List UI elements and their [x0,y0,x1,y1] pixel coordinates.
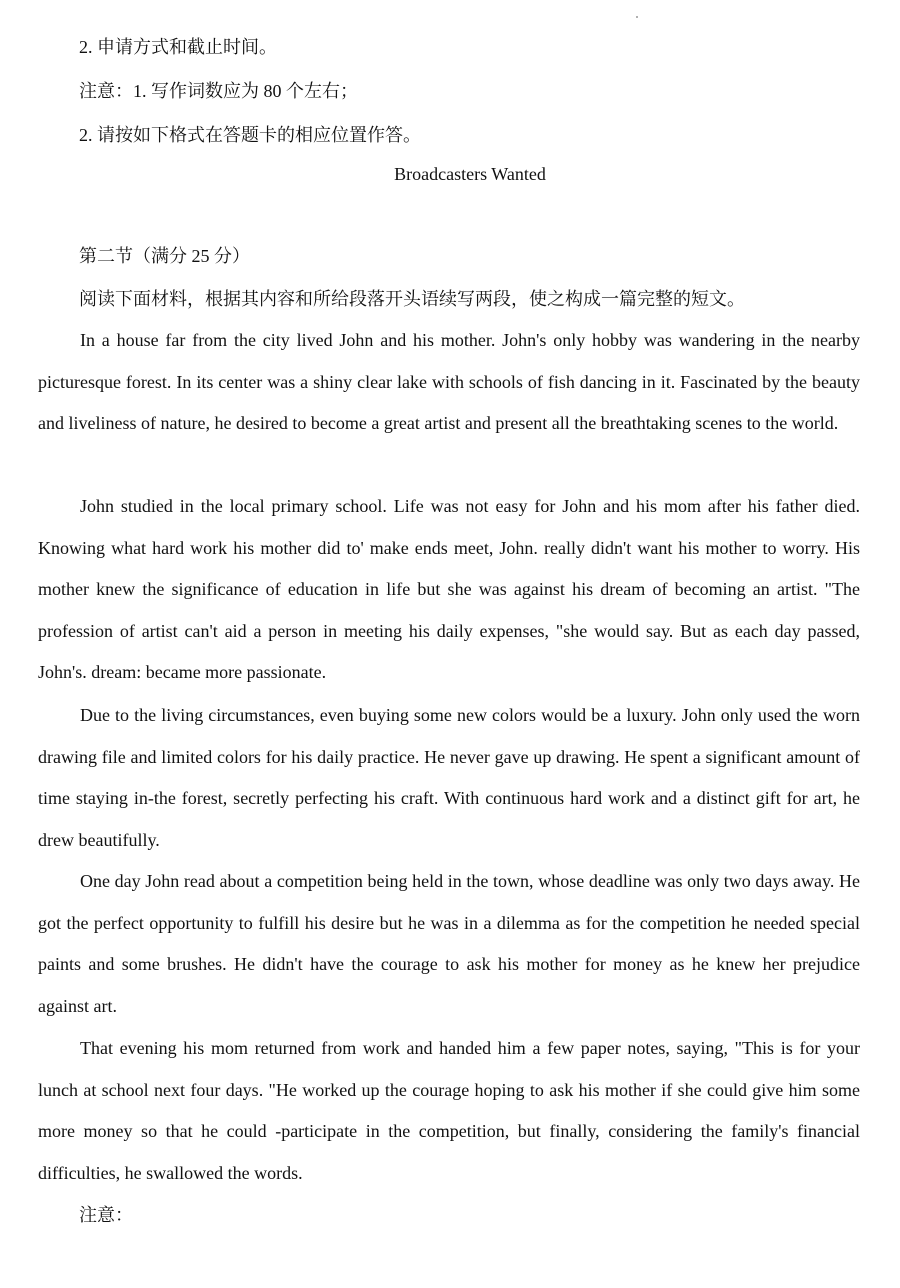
story-paragraph-1: In a house far from the city lived John and his mother. John's only hobby was wandering in the nearby picturesque forest. In its center was a shiny clear lake with schools of fish dancing in it. Fascinated by the beauty and liveliness of nature, he desired to become a great artist and present all the breathtaking scenes to the world. [38,330,860,434]
continuation-instruction: 阅读下面材料，根据其内容和所给段落开头语续写两段，使之构成一篇完整的短文。 [79,289,745,309]
format-note-line: 2. 请按如下格式在答题卡的相应位置作答。 [79,125,421,145]
note-label: 注意： [79,1205,133,1225]
section-heading: 第二节（满分 25 分） [79,246,250,266]
essay-title: Broadcasters Wanted [394,164,546,184]
story-paragraph-3: Due to the living circumstances, even buying some new colors would be a luxury. John only used the worn drawing file and limited colors for his daily practice. He never gave up drawing. He spent a significant amount of time staying in-the forest, secretly perfecting his craft. With continuous hard work and a distinct gift for art, he drew beautifully. [38,705,860,850]
story-paragraph-5: That evening his mom returned from work and handed him a few paper notes, saying, "This is for your lunch at school next four days. "He worked up the courage hoping to ask his mother if she could give him some more money so that he could -participate in the competition, but finally, considering the family's financial difficulties, he swallowed the words. [38,1038,860,1183]
story-paragraph-4: One day John read about a competition being held in the town, whose deadline was only two days away. He got the perfect opportunity to fulfill his desire but he was in a dilemma as for the competition he needed special paints and some brushes. He didn't have the courage to ask his mother for money as he knew her prejudice against art. [38,871,860,1016]
application-method-line: 2. 申请方式和截止时间。 [79,37,277,57]
story-paragraph-2: John studied in the local primary school. Life was not easy for John and his mom after his father died. Knowing what hard work his mother did to' make ends meet, John. really didn't want his mother to worry. His mother knew the significance of education in life but she was against his dream of becoming an artist. "The profession of artist can't aid a person in meeting his daily expenses, "she would say. But as each day passed, John's. dream: became more passionate. [38,496,860,683]
word-count-note-line: 注意：1. 写作词数应为 80 个左右； [79,81,358,101]
scan-speck [636,16,638,18]
